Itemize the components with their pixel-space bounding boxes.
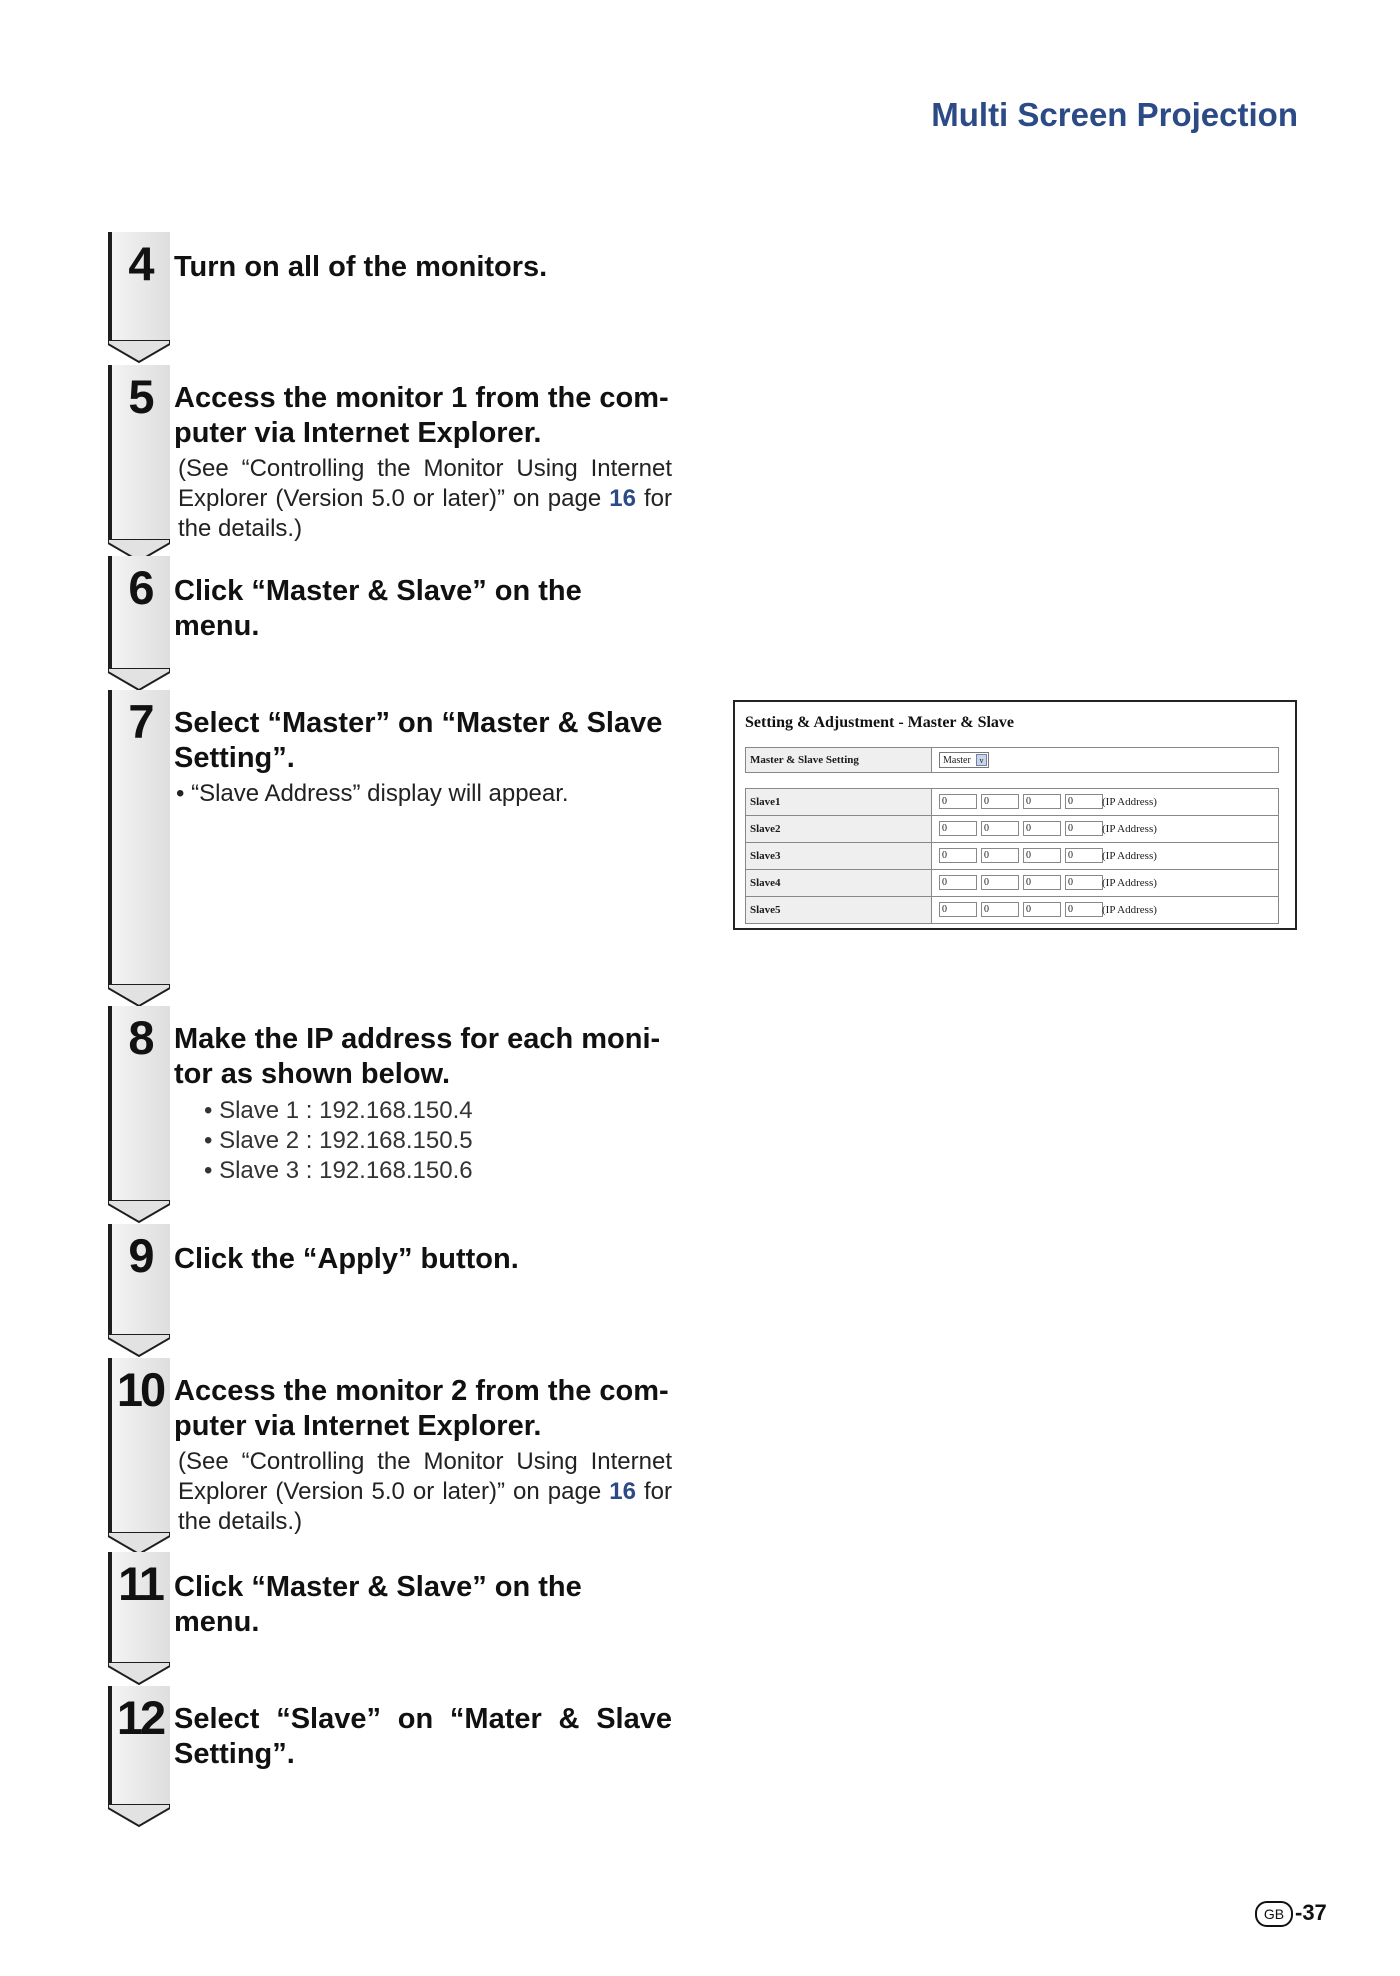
ip-octet-input[interactable]: 0	[981, 848, 1019, 863]
step-number: 6	[128, 561, 152, 614]
region-badge: GB	[1255, 1901, 1293, 1927]
body-text: for the details.)	[178, 1478, 672, 1535]
step-9	[108, 1224, 668, 1336]
step-number: 7	[128, 695, 152, 748]
ip-octet-input[interactable]: 0	[981, 902, 1019, 917]
step-heading: Select “Master” on “Master & Slave Setting”.	[174, 707, 663, 774]
table-row	[745, 816, 1279, 843]
ip-octet-input[interactable]: 0	[981, 794, 1019, 809]
ip-octet-input[interactable]: 0	[939, 821, 977, 836]
step-heading: Click “Master & Slave” on the menu.	[174, 575, 582, 642]
table-row	[745, 897, 1279, 924]
tab-arrow-icon	[108, 1200, 170, 1224]
step-heading: Turn on all of the monitors.	[174, 251, 548, 283]
step-body	[178, 1447, 672, 1537]
page-number-text: -37	[1295, 1900, 1327, 1925]
step-tab	[108, 690, 170, 986]
ip-address-suffix: (IP Address)	[1102, 796, 1157, 808]
master-slave-setting-label: Master & Slave Setting	[746, 748, 932, 772]
tab-arrow-icon	[108, 984, 170, 1008]
tab-arrow-icon	[108, 668, 170, 692]
step-10	[108, 1358, 672, 1535]
page-number	[1255, 1900, 1327, 1927]
step-heading: Make the IP address for each moni-tor as shown below.	[174, 1023, 661, 1090]
step-11	[108, 1552, 668, 1664]
ip-octet-input[interactable]: 0	[1065, 794, 1103, 809]
ip-octet-input[interactable]: 0	[1023, 848, 1061, 863]
step-4	[108, 232, 668, 342]
master-slave-select[interactable]	[939, 752, 989, 768]
step-7	[108, 690, 668, 986]
body-text: (See “Controlling the Monitor Using Internet Explorer (Version 5.0 or later)” on page	[178, 455, 672, 512]
master-slave-screenshot	[733, 700, 1297, 930]
section-title: Multi Screen Projection	[931, 96, 1298, 133]
ip-octet-input[interactable]: 0	[1023, 794, 1061, 809]
body-text: (See “Controlling the Monitor Using Internet Explorer (Version 5.0 or later)” on page	[178, 1448, 672, 1505]
tab-arrow-icon	[108, 1334, 170, 1358]
chevron-down-icon[interactable]: v	[976, 754, 987, 766]
step-body	[178, 454, 672, 544]
step-tab	[108, 1006, 170, 1202]
step-heading: Access the monitor 1 from the com-puter via Internet Explorer.	[174, 382, 669, 449]
tab-arrow-icon	[108, 340, 170, 364]
list-item: • Slave 1 : 192.168.150.4	[204, 1097, 473, 1124]
ip-octet-input[interactable]: 0	[981, 875, 1019, 890]
step-tab	[108, 232, 170, 342]
ip-octet-input[interactable]: 0	[1065, 902, 1103, 917]
ip-octet-input[interactable]: 0	[939, 794, 977, 809]
step-number: 8	[128, 1011, 152, 1064]
page-link[interactable]: 16	[609, 485, 636, 512]
ip-octet-input[interactable]: 0	[939, 848, 977, 863]
ip-octet-input[interactable]: 0	[1023, 821, 1061, 836]
master-slave-setting-row	[745, 747, 1279, 773]
table-row	[745, 870, 1279, 897]
tab-arrow-icon	[108, 1662, 170, 1686]
ip-address-suffix: (IP Address)	[1102, 904, 1157, 916]
ip-list	[204, 1096, 672, 1186]
slave-label: Slave5	[746, 897, 932, 923]
body-text: for the details.)	[178, 485, 672, 542]
table-row	[745, 789, 1279, 816]
slave-label: Slave2	[746, 816, 932, 842]
step-bullet: • “Slave Address” display will appear.	[176, 780, 569, 807]
step-heading: Click the “Apply” button.	[174, 1243, 519, 1275]
step-number: 10	[116, 1363, 164, 1416]
step-8	[108, 1006, 668, 1202]
ip-octet-input[interactable]: 0	[1065, 848, 1103, 863]
step-tab	[108, 1224, 170, 1336]
step-number: 11	[118, 1557, 162, 1610]
list-item: • Slave 2 : 192.168.150.5	[204, 1127, 473, 1154]
step-number: 4	[128, 237, 152, 290]
step-6	[108, 556, 668, 670]
step-tab	[108, 1686, 170, 1806]
ip-octet-input[interactable]: 0	[1023, 902, 1061, 917]
list-item: • Slave 3 : 192.168.150.6	[204, 1157, 473, 1184]
ip-octet-input[interactable]: 0	[939, 902, 977, 917]
select-value: Master	[943, 755, 971, 766]
page-link[interactable]: 16	[609, 1478, 636, 1505]
slave-label: Slave3	[746, 843, 932, 869]
step-heading: Select “Slave” on “Mater & Slave Setting”.	[174, 1703, 672, 1770]
slave-address-table	[745, 788, 1279, 924]
step-heading: Click “Master & Slave” on the menu.	[174, 1571, 582, 1638]
slave-label: Slave4	[746, 870, 932, 896]
ip-address-suffix: (IP Address)	[1102, 823, 1157, 835]
step-5	[108, 365, 672, 542]
table-row	[745, 843, 1279, 870]
step-tab	[108, 1358, 170, 1534]
step-tab	[108, 1552, 170, 1664]
step-number: 5	[128, 370, 152, 423]
step-number: 9	[128, 1229, 152, 1282]
ip-octet-input[interactable]: 0	[1065, 875, 1103, 890]
slave-label: Slave1	[746, 789, 932, 815]
tab-arrow-icon	[108, 1804, 170, 1828]
step-heading: Access the monitor 2 from the com-puter via Internet Explorer.	[174, 1375, 669, 1442]
ip-octet-input[interactable]: 0	[939, 875, 977, 890]
step-tab	[108, 365, 170, 541]
ip-octet-input[interactable]: 0	[1023, 875, 1061, 890]
ip-octet-input[interactable]: 0	[1065, 821, 1103, 836]
step-number: 12	[116, 1691, 164, 1744]
step-tab	[108, 556, 170, 670]
panel-title: Setting & Adjustment - Master & Slave	[745, 714, 1015, 731]
step-12	[108, 1686, 672, 1806]
ip-octet-input[interactable]: 0	[981, 821, 1019, 836]
ip-address-suffix: (IP Address)	[1102, 877, 1157, 889]
ip-address-suffix: (IP Address)	[1102, 850, 1157, 862]
